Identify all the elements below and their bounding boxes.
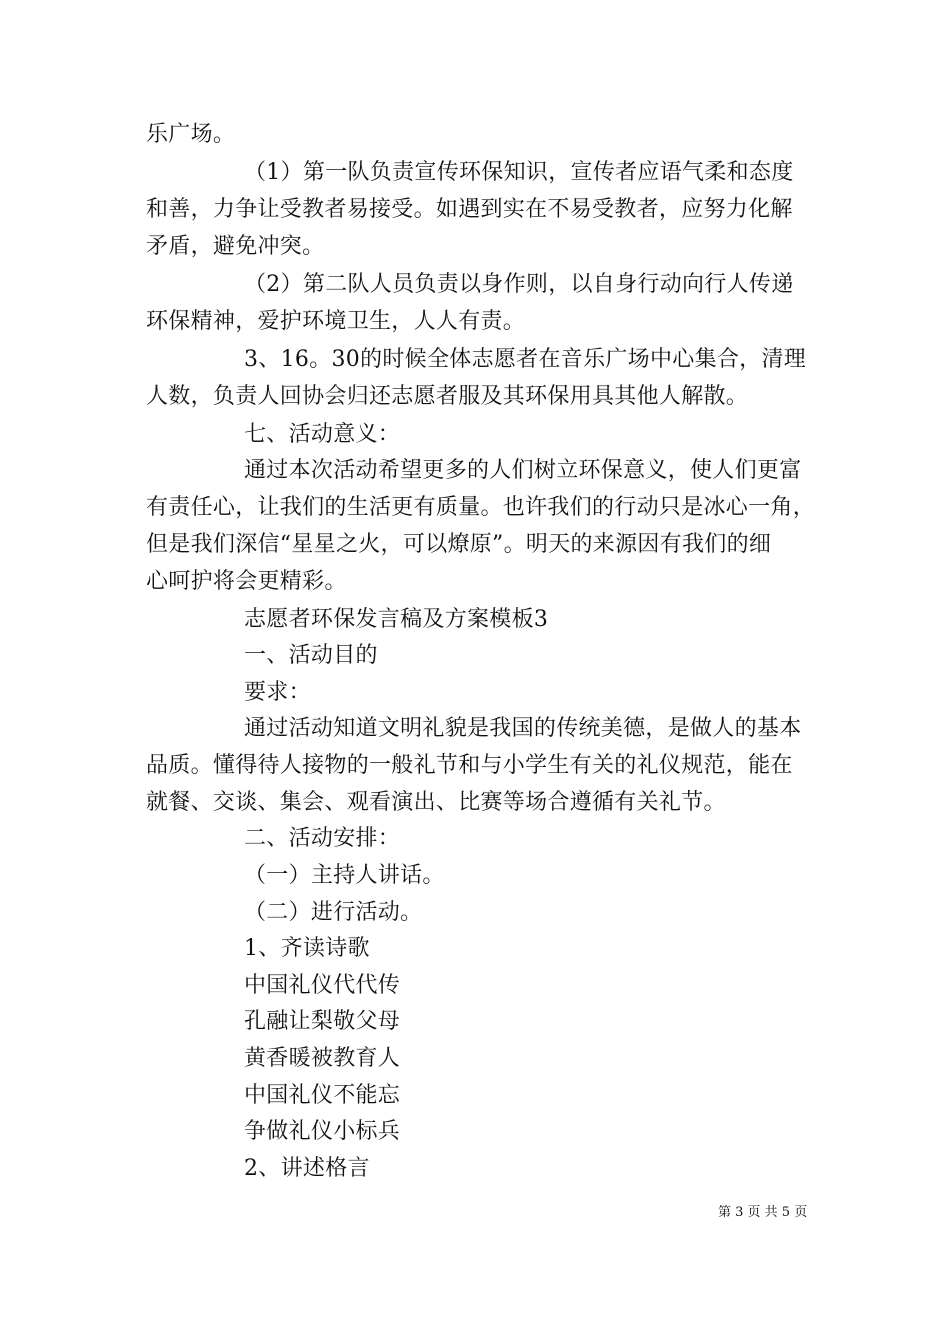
text-line: 要求： — [244, 680, 311, 705]
poem-line: 黄香暖被教育人 — [244, 1046, 401, 1071]
text-line: 环保精神，爱护环境卫生，人人有责。 — [146, 309, 526, 334]
page-number: 第 3 页 共 5 页 — [718, 1205, 808, 1220]
poem-line: 争做礼仪小标兵 — [244, 1119, 401, 1144]
text-line: （一）主持人讲话。 — [244, 863, 445, 888]
text-line: 2、讲述格言 — [244, 1156, 370, 1181]
poem-line: 中国礼仪代代传 — [244, 973, 401, 998]
document-title: 志愿者环保发言稿及方案模板3 — [244, 607, 549, 632]
poem-line: 孔融让梨敬父母 — [244, 1009, 401, 1034]
text-line: 有责任心，让我们的生活更有质量。也许我们的行动只是冰心一角， — [146, 495, 816, 520]
text-line: 品质。懂得待人接物的一般礼节和与小学生有关的礼仪规范，能在 — [146, 753, 793, 778]
text-line: 矛盾，避免冲突。 — [146, 234, 325, 259]
text-line: （二）进行活动。 — [244, 900, 423, 925]
section-heading: 一、活动目的 — [244, 643, 378, 668]
text-line: 就餐、交谈、集会、观看演出、比赛等场合遵循有关礼节。 — [146, 790, 726, 815]
section-heading: 二、活动安排： — [244, 826, 401, 851]
text-line: （2）第二队人员负责以身作则，以自身行动向行人传递 — [244, 272, 794, 297]
text-line: 3、16。30的时候全体志愿者在音乐广场中心集合，清理 — [244, 347, 807, 372]
text-line: （1）第一队负责宣传环保知识，宣传者应语气柔和态度 — [244, 160, 794, 185]
poem-line: 中国礼仪不能忘 — [244, 1083, 401, 1108]
text-line: 和善，力争让受教者易接受。如遇到实在不易受教者，应努力化解 — [146, 197, 793, 222]
text-line: 人数，负责人回协会归还志愿者服及其环保用具其他人解散。 — [146, 384, 749, 409]
text-line: 乐广场。 — [146, 122, 236, 147]
text-line: 通过本次活动希望更多的人们树立环保意义，使人们更富 — [244, 458, 802, 483]
text-line: 但是我们深信“星星之火，可以燎原”。明天的来源因有我们的细 — [146, 532, 772, 557]
text-line: 通过活动知道文明礼貌是我国的传统美德，是做人的基本 — [244, 716, 802, 741]
text-line: 心呵护将会更精彩。 — [146, 569, 347, 594]
section-heading: 七、活动意义： — [244, 422, 401, 447]
text-line: 1、齐读诗歌 — [244, 936, 370, 961]
